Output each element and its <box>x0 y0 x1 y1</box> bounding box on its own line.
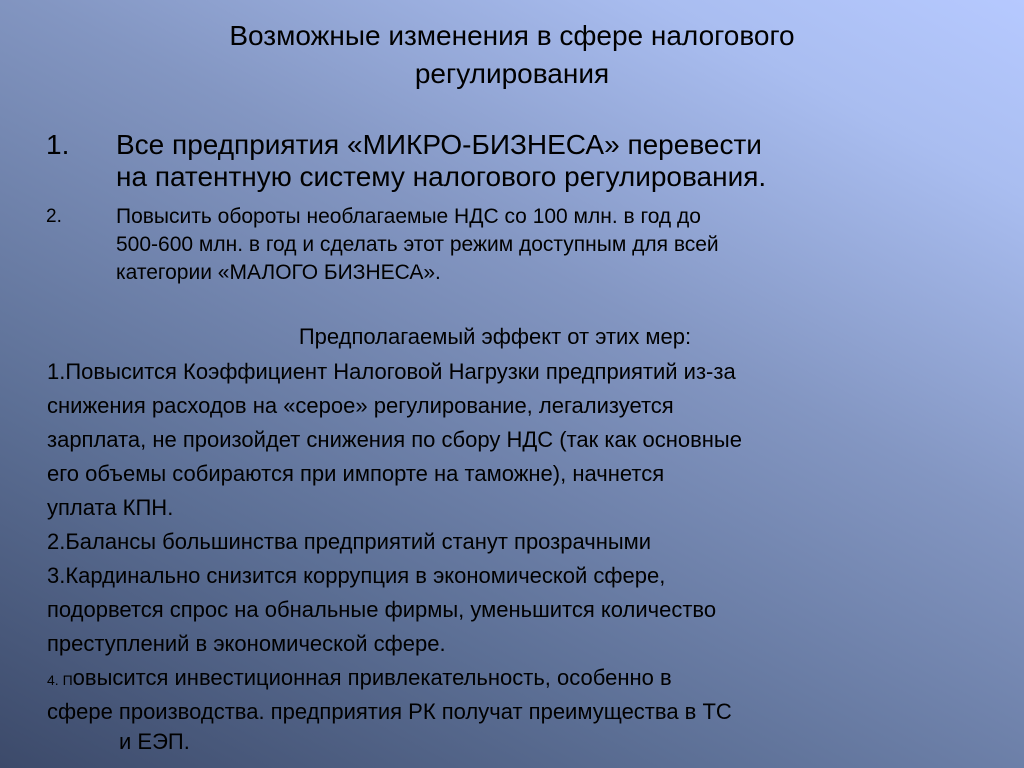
effect-4-text: овысится инвестиционная привлекательность, особенно в <box>72 665 672 690</box>
effect-line: его объемы собираются при импорте на таможне), начнется <box>47 461 665 486</box>
effects-list <box>47 355 1007 755</box>
effect-line: подорвется спрос на обнальные фирмы, уменьшится количество <box>47 597 717 622</box>
proposal-number: 2. <box>46 206 62 227</box>
effect-line: зарплата, не произойдет снижения по сбору НДС (так как основные <box>47 427 742 452</box>
proposal-number: 1. <box>46 129 70 160</box>
effect-line: сфере производства. предприятия РК получат преимущества в ТС <box>47 699 732 724</box>
proposal-line: категории «МАЛОГО БИЗНЕСА». <box>116 261 441 284</box>
effect-line: уплата КПН. <box>47 495 174 520</box>
proposal-line: на патентную систему налогового регулирования. <box>116 161 767 192</box>
slide-title <box>0 17 1024 93</box>
proposal-line: Все предприятия «МИКРО-БИЗНЕСА» перевести <box>116 129 762 160</box>
proposal-line: Повысить обороты необлагаемые НДС со 100 млн. в год до <box>116 205 701 228</box>
proposal-text <box>116 129 956 193</box>
effect-line: 3.Кардинально снизится коррупция в экономической сфере, <box>47 563 666 588</box>
effect-4-prefix: 4. П <box>47 672 73 688</box>
slide-title-line-1: Возможные изменения в сфере налогового <box>229 20 795 51</box>
effect-line: преступлений в экономической сфере. <box>47 631 446 656</box>
effect-line: снижения расходов на «серое» регулирование, легализуется <box>47 393 674 418</box>
proposal-line: 500-600 млн. в год и сделать этот режим доступным для всей <box>116 233 719 256</box>
proposal-text <box>116 203 956 287</box>
effect-line: и ЕЭП. <box>119 729 190 754</box>
effect-line: 2.Балансы большинства предприятий станут прозрачными <box>47 529 652 554</box>
effect-line-4 <box>47 661 1007 695</box>
slide-title-line-2: регулирования <box>414 58 610 89</box>
effect-line: 1.Повысится Коэффициент Налоговой Нагрузки предприятий из-за <box>47 359 736 384</box>
effect-heading: Предполагаемый эффект от этих мер: <box>298 324 692 349</box>
